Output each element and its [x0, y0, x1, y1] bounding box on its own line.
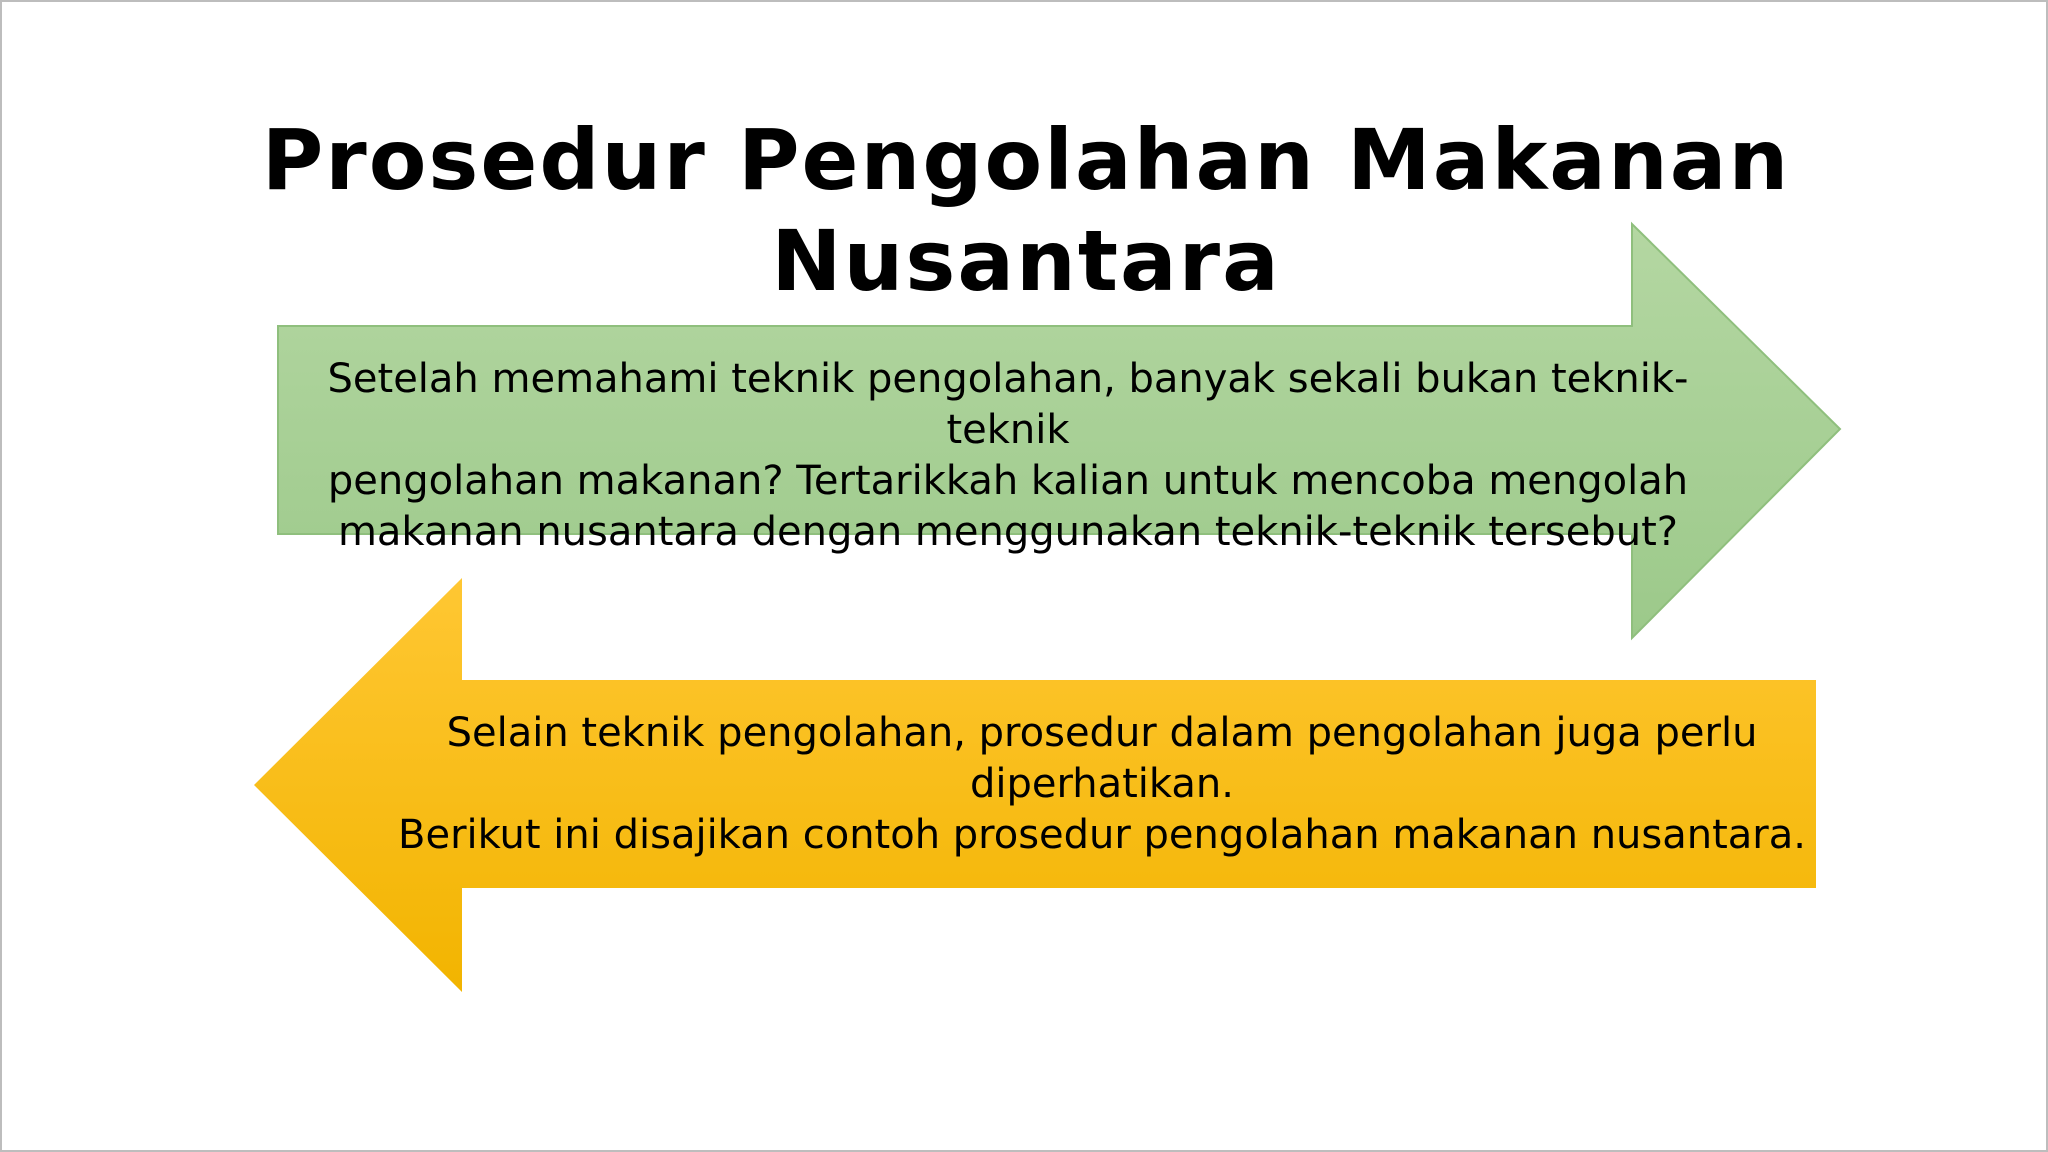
- right-arrow-line-3: makanan nusantara dengan menggunakan teknik-teknik tersebut?: [337, 509, 1679, 555]
- left-arrow-text: [392, 708, 1812, 861]
- right-arrow-text: [278, 354, 1738, 558]
- left-arrow-line-1: Selain teknik pengolahan, prosedur dalam pengolahan juga perlu: [446, 710, 1758, 756]
- right-arrow-line-2: pengolahan makanan? Tertarikkah kalian untuk mencoba mengolah: [327, 458, 1689, 504]
- left-arrow-line-3: Berikut ini disajikan contoh prosedur pengolahan makanan nusantara.: [398, 812, 1806, 858]
- left-arrow-line-2: diperhatikan.: [970, 761, 1234, 807]
- page-title: Prosedur Pengolahan Makanan Nusantara: [261, 111, 1791, 310]
- right-arrow-line-1: Setelah memahami teknik pengolahan, banyak sekali bukan teknik-teknik: [327, 356, 1689, 453]
